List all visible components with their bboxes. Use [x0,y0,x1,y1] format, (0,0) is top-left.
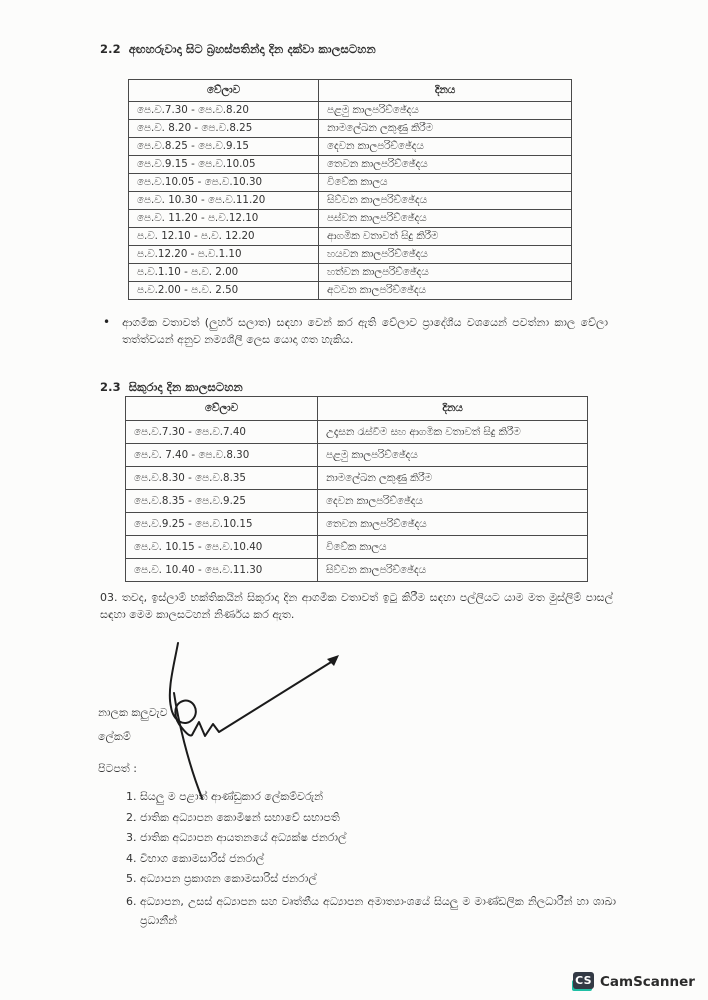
table-header-row [129,80,572,102]
table-row [129,156,572,174]
time-cell: පෙ.ව. 10.15 - පෙ.ව.10.40 [126,536,318,559]
camscanner-badge: CS [573,972,594,989]
activity-cell: පළමු කාලපරිච්ඡේදය [318,444,588,467]
time-cell: පෙ.ව. 8.20 - පෙ.ව.8.25 [129,120,319,138]
copies-list-item: 5. අධ්‍යාපන ප්‍රකාශන කොමසාරිස් ජනරාල් [140,871,616,886]
table-row [126,421,588,444]
camscanner-label: CamScanner [600,974,695,990]
col-header-time: වේලාව [129,80,319,102]
activity-cell: අටවන කාලපරිච්ඡේදය [319,282,572,300]
bullet-icon: • [103,315,111,329]
section-number: 2.3 [100,380,121,394]
activity-cell: පළමු කාලපරිච්ඡේදය [319,102,572,120]
table-row [129,264,572,282]
section-title: සිකුරාදා දින කාලසටහන [128,380,243,394]
timetable-friday-body [126,421,588,582]
time-cell: පෙ.ව.7.30 - පෙ.ව.8.20 [129,102,319,120]
time-cell: පෙ.ව.8.35 - පෙ.ව.9.25 [126,490,318,513]
copies-list-item: 4. විභාග කොමසාරිස් ජනරාල් [140,851,616,866]
table-row [129,246,572,264]
copies-list-item: 6. අධ්‍යාපන, උසස් අධ්‍යාපන සහ වෘත්තීය අධ්‍යාපන අමාත්‍යාංශයේ සියලු ම මාණ්ඩලික නිලධාරීන් හා ශාඛා ප්‍රධානීන් [140,892,616,930]
timetable-friday [125,396,588,582]
activity-cell: හත්වන කාලපරිච්ඡේදය [319,264,572,282]
activity-cell: උදෑසන රැස්වීම සහ ආගමික වතාවත් සිදු කිරීම [318,421,588,444]
activity-cell: සිව්වන කාලපරිච්ඡේදය [319,192,572,210]
section-2-2-heading [100,42,376,57]
time-cell: පෙ.ව. 10.40 - පෙ.ව.11.30 [126,559,318,582]
note-text: ආගමික වතාවත් (ලුහර් සලාත) සඳහා වෙන් කර ඇති වේලාව ප්‍රාදේශීය වශයෙන් පවත්නා කාල වේලා තත්ත්වයන් අනුව නම්‍යශීලී ලෙස යොදා ගත හැකිය. [122,316,608,346]
time-cell: ප.ව.12.20 - ප.ව.1.10 [129,246,319,264]
paragraph-03: 03. තවද, ඉස්ලාම් භක්තිකයින් සිකුරාදා දින ආගමික වතාවත් ඉටු කිරීම සඳහා පල්ලියට යාම මත මුස්ලිම් පාසල් සඳහා මෙම කාලසටහන් නිර්ණය කර ඇත. [100,591,613,621]
table-row [129,174,572,192]
camscanner-watermark [571,972,695,992]
activity-cell: සිව්වන කාලපරිච්ඡේදය [318,559,588,582]
time-cell: පෙ.ව. 7.40 - පෙ.ව.8.30 [126,444,318,467]
activity-cell: තෙවන කාලපරිච්ඡේදය [319,156,572,174]
table-row [129,120,572,138]
table-header-row [126,397,588,421]
signatory-role: ලේකම් [98,730,131,743]
religious-time-note [103,314,608,348]
table-row [129,228,572,246]
activity-cell: නාමලේඛන ලකුණු කිරීම [319,120,572,138]
time-cell: පෙ.ව.8.30 - පෙ.ව.8.35 [126,467,318,490]
time-cell: පෙ.ව.8.25 - පෙ.ව.9.15 [129,138,319,156]
camscanner-icon [571,972,594,992]
table-row [126,467,588,490]
copies-list-item: 3. ජාතික අධ්‍යාපන ආයතනයේ අධ්‍යක්ෂ ජනරාල් [140,830,616,845]
time-cell: පෙ.ව.10.05 - පෙ.ව.10.30 [129,174,319,192]
activity-cell: විවේක කාලය [318,536,588,559]
signature-scribble [140,635,360,810]
time-cell: ප.ව. 12.10 - ප.ව. 12.20 [129,228,319,246]
table-row [126,444,588,467]
table-row [129,102,572,120]
time-cell: ප.ව.1.10 - ප.ව. 2.00 [129,264,319,282]
timetable-tue-thu-body [129,102,572,300]
copies-list-container [104,789,616,935]
table-row [126,513,588,536]
activity-cell: තෙවන කාලපරිච්ඡේදය [318,513,588,536]
activity-cell: දෙවන කාලපරිච්ඡේදය [318,490,588,513]
signatory-name: නාලක කලුවැව [98,706,168,719]
table-row [126,490,588,513]
activity-cell: නාමලේඛන ලකුණු කිරීම [318,467,588,490]
time-cell: ප.ව.2.00 - ප.ව. 2.50 [129,282,319,300]
copies-list-item: 2. ජාතික අධ්‍යාපන කොමිෂන් සභාවේ සභාපති [140,810,616,825]
activity-cell: විවේක කාලය [319,174,572,192]
time-cell: පෙ.ව.9.25 - පෙ.ව.10.15 [126,513,318,536]
table-row [126,559,588,582]
section-2-3-heading [100,380,243,395]
copies-label: පිටපත් : [98,762,137,775]
timetable-tue-thu [128,79,572,300]
time-cell: පෙ.ව.7.30 - පෙ.ව.7.40 [126,421,318,444]
col-header-time: වේලාව [126,397,318,421]
activity-cell: හයවන කාලපරිච්ඡේදය [319,246,572,264]
section-number: 2.2 [100,42,121,56]
activity-cell: ආගමික වතාවත් සිදු කිරීම [319,228,572,246]
table-row [129,192,572,210]
copies-list-item: 1. සියලු ම පළාත් ආණ්ඩුකාර ලේකම්වරුන් [140,789,616,804]
time-cell: පෙ.ව.9.15 - පෙ.ව.10.05 [129,156,319,174]
table-row [129,210,572,228]
time-cell: පෙ.ව. 10.30 - පෙ.ව.11.20 [129,192,319,210]
activity-cell: පස්වන කාලපරිච්ඡේදය [319,210,572,228]
time-cell: පෙ.ව. 11.20 - ප.ව.12.10 [129,210,319,228]
activity-cell: දෙවන කාලපරිච්ඡේදය [319,138,572,156]
section-title: අඟහරුවාදා සිට බ්‍රහස්පතින්දා දින දක්වා කාලසටහන [128,42,376,56]
col-header-activity: දිනය [319,80,572,102]
table-row [129,138,572,156]
col-header-activity: දිනය [318,397,588,421]
table-row [129,282,572,300]
copies-list [104,789,616,930]
table-row [126,536,588,559]
